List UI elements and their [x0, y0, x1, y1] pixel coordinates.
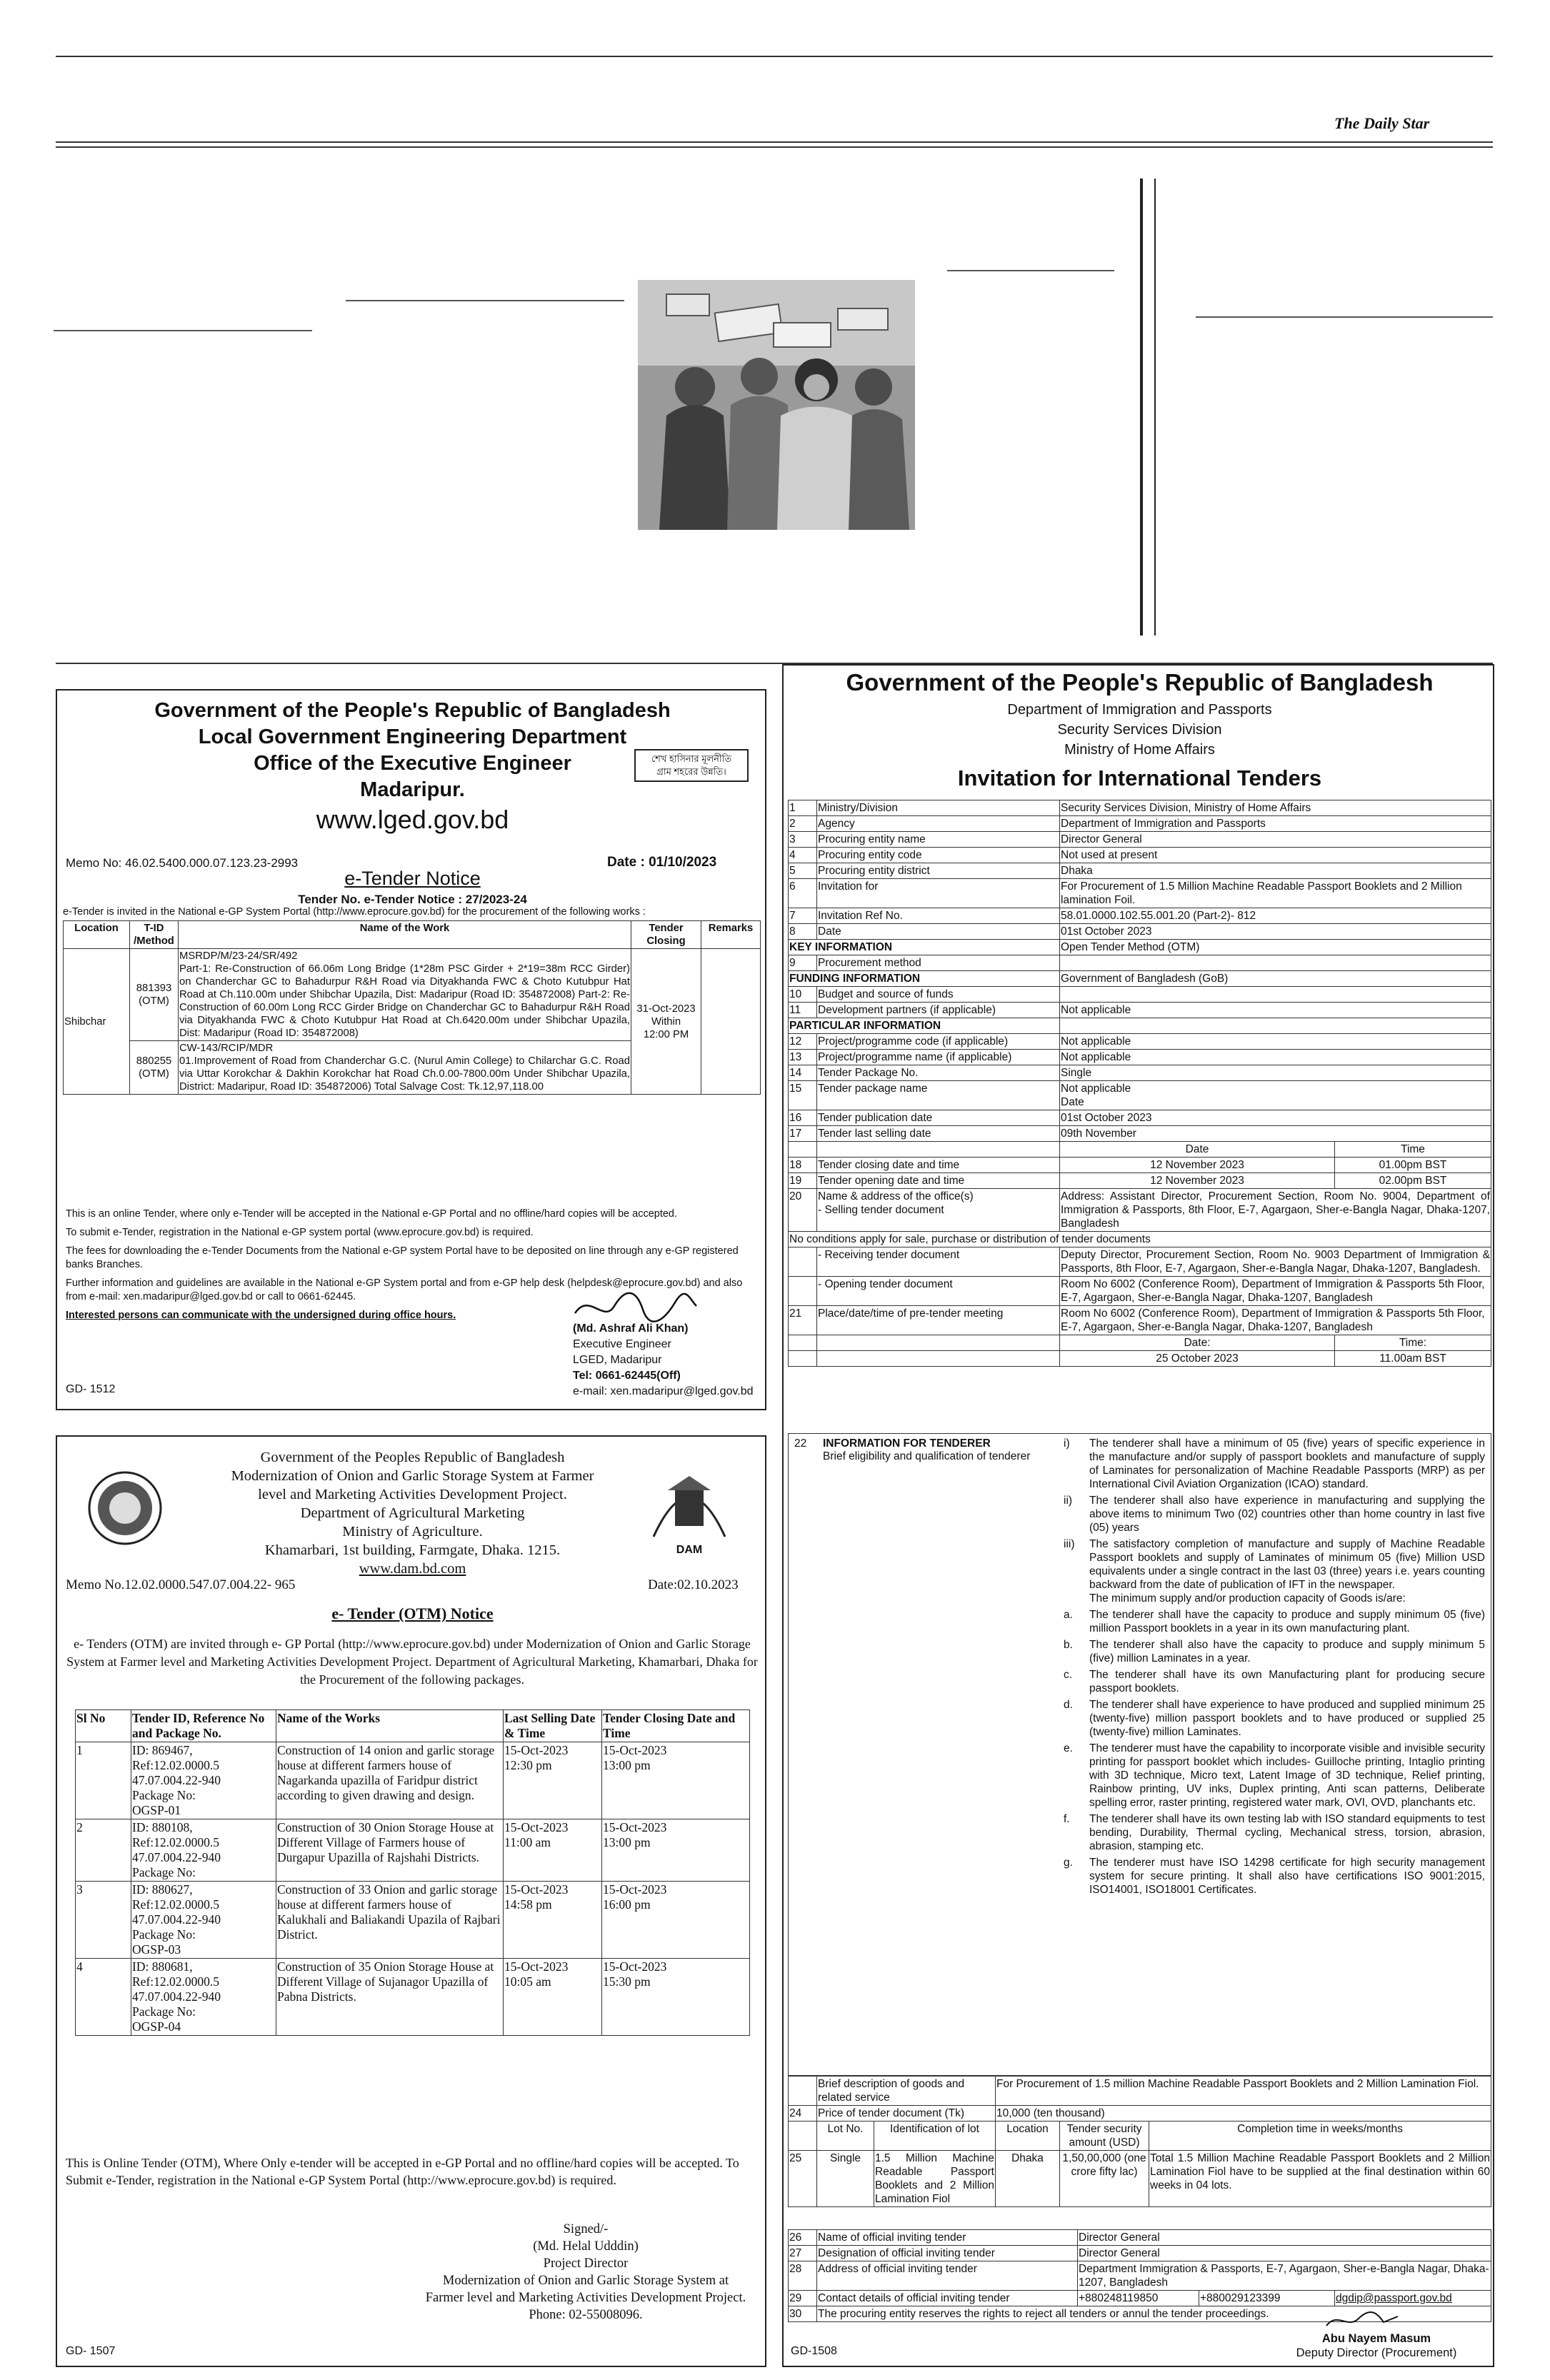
- table-header-row: Location T-ID /Method Name of the Work Tender Closing Remarks: [64, 921, 761, 949]
- table-row: 14 Tender Package No. Single: [789, 1065, 1491, 1081]
- dam-tender-ad: [56, 1435, 766, 2367]
- lged-notice-title: e-Tender Notice: [344, 868, 481, 889]
- table-row: 24 Price of tender document (Tk) 10,000 (ten thousand): [789, 2106, 1491, 2122]
- table-row: 26 Name of official inviting tender Director General: [789, 2230, 1491, 2246]
- table-row: 5 Procuring entity district Dhaka: [789, 863, 1491, 879]
- table-row: 3 ID: 880627, Ref:12.02.0000.5 47.07.004.22-940 Package No: OGSP-03 Construction of 33 Onion and garlic storage house at different farmers house of Kalukhali and Baliakandi Upazila of Rajbari District. 15-Oct-2023 14:58 pm 15-Oct-2023 16:00 pm: [76, 1882, 750, 1959]
- table-row: 30 The procuring entity reserves the rights to reject all tenders or annul the tender proceedings.: [789, 2306, 1491, 2322]
- lged-intro: e-Tender is invited in the National e-GP System Portal (http://www.eprocure.gov.bd) for the procurement of the following works :: [63, 906, 646, 918]
- table-row: 7 Invitation Ref No. 58.01.0000.102.55.001.20 (Part-2)- 812: [789, 908, 1491, 924]
- dip-title: Government of the People's Republic of Bangladesh: [846, 669, 1434, 696]
- lged-date: Date : 01/10/2023: [607, 855, 717, 870]
- article-rule: [54, 330, 312, 331]
- dam-signatory: Signed/- (Md. Helal Udddin) Project Director Modernization of Onion and Garlic Storage System at Farmer level and Marketing Activities Development Project. Phone: 02-55008096.: [425, 2222, 746, 2322]
- lged-signatory: (Md. Ashraf Ali Khan) Executive Engineer LGED, Madaripur Tel: 0661-62445(Off) e-mail: xen.madaripur@lged.gov.bd: [573, 1322, 754, 1397]
- dam-header: Government of the Peoples Republic of Bangladesh Modernization of Onion and Garlic Storage System at Farmer level and Marketing Activities Development Project. Department of Agricultural Marketing Ministry of Agriculture. Khamarbari, 1st building, Farmgate, Dhaka. 1215. www.dam.bd.com: [231, 1450, 594, 1577]
- table-row: 28 Address of official inviting tender Department Immigration & Passports, E-7, Agargaon, Sher-e-Bangla Nagar, Dhaka-1207, Bangladesh: [789, 2261, 1491, 2291]
- column-divider: [1140, 179, 1143, 636]
- dam-footer-note: This is Online Tender (OTM), Where Only e-tender will be accepted in e-GP Portal and no offline/hard copies will be accepted. To Submit e-Tender, registration in the National e-GP System Portal (http://www.eprocure.gov.bd) is required.: [66, 2156, 739, 2187]
- table-row: 21 Place/date/time of pre-tender meeting Room No 6002 (Conference Room), Department of Immigration & Passports 5th Floor, E-7, Agargaon, Sher-e-Bangla Nagar, Dhaka-1207, Bangladesh: [789, 1306, 1491, 1335]
- dam-logo-label: DAM: [676, 1544, 703, 1556]
- table-section-row: PARTICULAR INFORMATION: [789, 1018, 1491, 1034]
- dip-subheader: Department of Immigration and Passports Security Services Division Ministry of Home Affairs: [1007, 702, 1272, 758]
- table-row: 880255 (OTM) CW-143/RCIP/MDR 01.Improvement of Road from Chanderchar G.C. (Nurul Amin College) to Chilarchar G.C. Road via Uttar Korokchar & Dakhin Korokchar hat Road Ch.0.00-7800.00m Under Shibchar Upazila, District: Madaripur, Road ID: 354872006) Total Salvage Cost: Tk.12,97,118.00: [64, 1041, 761, 1095]
- lged-notes: This is an online Tender, where only e-Tender will be accepted in the National e-GP Portal and no offline/hard copies will be accepted. To submit e-Tender, registration in the National e-GP system portal (www.eprocure.gov.bd) is required. The fees for downloading the e-Tender Documents from the National e-GP system Portal have to be deposited on line through any e-GP registered banks Branches. Further information and guidelines are available in the National e-GP System portal and from e-GP help desk (helpdesk@eprocure.gov.bd) and also from e-mail: xen.madaripur@lged.gov.bd or call to 0661-62445. Interested persons can communicate with the undersigned during office hours.: [66, 1208, 743, 1321]
- column-divider: [1154, 179, 1156, 636]
- dam-intro: e- Tenders (OTM) are invited through e- GP Portal (http://www.eprocure.gov.bd) under Modernization of Onion and Garlic Storage System at Farmer level and Marketing Activities Development Project. Department of Agricultural Marketing, Khamarbari, Dhaka for the Procurement of the following packages.: [66, 1637, 758, 1687]
- table-row: 6 Invitation for For Procurement of 1.5 Million Machine Readable Passport Booklets and 2 Million lamination Foil.: [789, 879, 1491, 908]
- masthead-double-rule: [56, 141, 1493, 143]
- lged-motto-stamp: শেখ হাসিনার মূলনীতি গ্রাম শহরের উন্নতি।: [634, 749, 749, 782]
- table-row: 12 Project/programme code (if applicable) Not applicable: [789, 1034, 1491, 1050]
- table-row: 3 Procuring entity name Director General: [789, 832, 1491, 848]
- dam-memo: Memo No.12.02.0000.547.07.004.22- 965: [66, 1577, 296, 1592]
- top-rule: [56, 56, 1493, 57]
- signature: [1323, 2308, 1401, 2333]
- article-rule: [1196, 316, 1493, 318]
- dip-lot-table: [788, 2076, 1491, 2207]
- dip-tender-ad: [782, 664, 1494, 2367]
- table-section-row: FUNDING INFORMATION Government of Bangladesh (GoB): [789, 971, 1491, 987]
- table-row: Brief description of goods and related service For Procurement of 1.5 million Machine Readable Passport Booklets and 2 Million Lamination Fiol.: [789, 2077, 1491, 2106]
- table-section-row: KEY INFORMATION Open Tender Method (OTM): [789, 940, 1491, 955]
- table-row: Date: Time:: [789, 1335, 1491, 1351]
- masthead-logo: The Daily Star: [1334, 114, 1430, 132]
- lged-website[interactable]: www.lged.gov.bd: [316, 805, 509, 834]
- table-row: 9 Procurement method: [789, 955, 1491, 971]
- table-row: - Receiving tender document Deputy Director, Procurement Section, Room No. 9003 Department of Immigration & Passports, 8th Floor, E-7, Agargaon, Sher-e-Bangla Nagar, Dhaka-1207, Bangladesh.: [789, 1247, 1491, 1277]
- table-row: 19 Tender opening date and time 12 November 2023 02.00pm BST: [789, 1173, 1491, 1189]
- table-row: 17 Tender last selling date 09th November: [789, 1126, 1491, 1142]
- table-row: 25 Single 1.5 Million Machine Readable Passport Booklets and 2 Million Lamination Fiol Dhaka 1,50,00,000 (one crore fifty lac) Total 1.5 Million Machine Readable Passport Booklets and 2 Million Lamination Fiol have to be supplied at the final destination within 60 weeks in 04 lots.: [789, 2151, 1491, 2207]
- dip-eligibility-block: 22 INFORMATION FOR TENDERER Brief eligibility and qualification of tenderer i) The tenderer shall have a minimum of 05 (five) years of specific experience in the manufacture and/or supply of passport booklets and manufacture of supply of Laminates for personalization of Machine Readable Passports (MRP) as per International Civil Aviation Organization (ICAO) standard. ii) The tenderer shall also have experience in manufacturing and supplying the above items to minimum Two (02) countries other than home country in last five (05) years iii) The satisfactory completion of manufacture and supply of Machine Readable Passport booklets and supply of Laminates of minimum 05 (five) Million USD equivalents under a single contract in the last 03 (three) years i.e. years counting backward from the date of publication of IFT in the newspaper. The minimum supply and/or production capacity of Goods is/are: a. The tenderer shall have the capacity to produce and supply minimum 05 (five) million Passport booklets in a year in its own manufacturing plant. b. The tenderer shall also have the capacity to produce and supply minimum 5 (five) million Laminates in a year. c. The tenderer shall have its own Manufacturing plant for producing secure passport booklets. d. The tenderer shall have experience to have produced and supplied minimum 25 (twenty-five) million passport booklets and to have produced or supplied 25 (twenty-five) million Laminates. e. The tenderer must have the capability to incorporate visible and invisible security printing for passport booklet which includes- Guilloche printing, Intaglio printing with 3D technique, Micro text, Latent Image of 3D technique, Relief printing, Rainbow printing, UV inks, Duplex printing, Anti scan patterns, Deliberate spelling error, raster printing, registered water mark, OVI, OVD, planchants etc. f. The tenderer shall have its own testing lab with ISO standard equipments to test bending, Durability, Thermal cycling, Mechanical stress, torsion, abrasion, abrasion, stamping etc. g. The tenderer must have ISO 14298 certificate for high security management system for secure printing. It shall also have certifications ISO 9001:2015, ISO14001, ISO18001 Certificates.: [788, 1433, 1491, 2076]
- news-photo: [638, 280, 915, 530]
- lged-title: Government of the People's Republic of Bangladesh Local Government Engineering Department Office of the Executive Engineer Madaripur.: [154, 699, 671, 801]
- table-row: 2 ID: 880108, Ref:12.02.0000.5 47.07.004.22-940 Package No: Construction of 30 Onion Storage House at Different Village of Farmers house of Durgapur Upazilla of Rajshahi Districts. 15-Oct-2023 11:00 am 15-Oct-2023 13:00 pm: [76, 1819, 750, 1882]
- table-row: 4 Procuring entity code Not used at present: [789, 848, 1491, 863]
- table-row: 27 Designation of official inviting tender Director General: [789, 2246, 1491, 2261]
- table-row: 1 ID: 869467, Ref:12.02.0000.5 47.07.004.22-940 Package No: OGSP-01 Construction of 14 onion and garlic storage house at different farmers house of Nagarkanda upazilla of Faridpur district according to given drawing and design. 15-Oct-2023 12:30 pm 15-Oct-2023 13:00 pm: [76, 1742, 750, 1819]
- table-row: 16 Tender publication date 01st October 2023: [789, 1110, 1491, 1126]
- article-rule: [346, 300, 624, 301]
- lged-tender-ad: [56, 689, 766, 1410]
- protest-photo-illustration: [638, 280, 915, 530]
- table-row: 15 Tender package name Not applicable Date: [789, 1081, 1491, 1110]
- table-row: Date Time: [789, 1142, 1491, 1158]
- table-header-row: Sl No Tender ID, Reference No and Package No. Name of the Works Last Selling Date & Time Tender Closing Date and Time: [76, 1710, 750, 1742]
- table-row: 4 ID: 880681, Ref:12.02.0000.5 47.07.004.22-940 Package No: OGSP-04 Construction of 35 Onion Storage House at Different Village of Sujanagor Upazilla of Pabna Districts. 15-Oct-2023 10:05 am 15-Oct-2023 15:30 pm: [76, 1959, 750, 2036]
- lged-memo: Memo No: 46.02.5400.000.07.123.23-2993: [66, 856, 299, 870]
- table-row: 2 Agency Department of Immigration and Passports: [789, 816, 1491, 832]
- table-row: Shibchar 881393 (OTM) MSRDP/M/23-24/SR/492 Part-1: Re-Construction of 66.06m Long Bridge (1*28m PSC Girder + 2*19=38m RCC Girder) on Chanderchar GC to Bahadurpur R&H Road via Dityakhanda FWC & Choto Kutubpur Hat Road at Ch.110.00m under Shibchar Upazila, Dist: Madaripur (Road ID: 354872008) Part-2: Re-Construction of 60.00m Long RCC Girder Bridge on Chanderchar GC to Bahadurpur R&H Road via Dityakhanda FWC & Choto Kutubpur Hat Road at Ch.6420.00m under Shibchar Upazila, Dist: Madaripur (Road ID: 354872008) 31-Oct-2023 Within 12:00 PM: [64, 949, 761, 1041]
- dip-info-table: [788, 800, 1491, 1367]
- table-row: No conditions apply for sale, purchase or distribution of tender documents: [789, 1232, 1491, 1247]
- dip-signatory: Abu Nayem Masum Deputy Director (Procurement): [1296, 2332, 1457, 2359]
- eligibility-list: i) The tenderer shall have a minimum of 05 (five) years of specific experience in the manufacture and/or supply of passport booklets and manufacture of supply of Laminates for personalization of Machine Readable Passports (MRP) as per International Civil Aviation Organization (ICAO) standard. ii) The tenderer shall also have experience in manufacturing and supplying the above items to minimum Two (02) countries other than home country in last five (05) years iii) The satisfactory completion of manufacture and supply of Machine Readable Passport booklets and supply of Laminates of minimum 05 (five) Million USD equivalents under a single contract in the last 03 (three) years i.e. years counting backward from the date of publication of IFT in the newspaper. The minimum supply and/or production capacity of Goods is/are: a. The tenderer shall have the capacity to produce and supply minimum 05 (five) million Passport booklets in a year in its own manufacturing plant. b. The tenderer shall also have the capacity to produce and supply minimum 5 (five) million Laminates in a year. c. The tenderer shall have its own Manufacturing plant for producing secure passport booklets. d. The tenderer shall have experience to have produced and supplied minimum 25 (twenty-five) million passport booklets and to have produced or supplied 25 (twenty-five) million Laminates. e. The tenderer must have the capability to incorporate visible and invisible security printing for passport booklet which includes- Guilloche printing, Intaglio printing with 3D technique, Micro text, Latent Image of 3D technique, Relief printing, Rainbow printing, UV inks, Duplex printing, Anti scan patterns, Deliberate spelling error, raster printing, registered water mark, OVI, OVD, planchants etc. f. The tenderer shall have its own testing lab with ISO standard equipments to test bending, Durability, Thermal cycling, Mechanical stress, torsion, abrasion, abrasion, stamping etc. g. The tenderer must have ISO 14298 certificate for high security management system for secure printing. It shall also have certifications ISO 9001:2015, ISO14001, ISO18001 Certificates.: [1064, 1437, 1486, 1896]
- dip-heading: Invitation for International Tenders: [957, 765, 1322, 790]
- table-row: 18 Tender closing date and time 12 November 2023 01.00pm BST: [789, 1158, 1491, 1173]
- lged-tender-no: Tender No. e-Tender Notice : 27/2023-24: [298, 893, 527, 906]
- table-row: 13 Project/programme name (if applicable) Not applicable: [789, 1050, 1491, 1065]
- table-row: 1 Ministry/Division Security Services Division, Ministry of Home Affairs: [789, 800, 1491, 816]
- table-row: 20 Name & address of the office(s) - Selling tender document Address: Assistant Director, Procurement Section, Room No. 9004, Department of Immigration & Passports, 8th Floor, E-7, Agargaon, Sher-e-Bangla Nagar, Dhaka-1207, Bangladesh: [789, 1189, 1491, 1232]
- table-row: 11 Development partners (if applicable) Not applicable: [789, 1003, 1491, 1018]
- gd-code: GD- 1512: [66, 1383, 116, 1395]
- table-header-row: Lot No. Identification of lot Location Tender security amount (USD) Completion time in weeks/months: [789, 2122, 1491, 2151]
- gd-code: GD-1508: [791, 2345, 837, 2357]
- table-row: 8 Date 01st October 2023: [789, 924, 1491, 940]
- article-rule: [947, 270, 1114, 271]
- dam-notice-title: e- Tender (OTM) Notice: [331, 1605, 494, 1622]
- gd-code: GD- 1507: [66, 2345, 116, 2357]
- lged-tender-table: [63, 920, 761, 1095]
- table-row: 29 Contact details of official inviting tender +880248119850 +880029123399 dgdip@passport.gov.bd: [789, 2291, 1491, 2306]
- table-row: 10 Budget and source of funds: [789, 987, 1491, 1003]
- table-row: - Opening tender document Room No 6002 (Conference Room), Department of Immigration & Passports 5th Floor, E-7, Agargaon, Sher-e-Bangla Nagar, Dhaka-1207, Bangladesh: [789, 1277, 1491, 1306]
- dam-date: Date:02.10.2023: [648, 1577, 739, 1592]
- dam-tender-table: [75, 1709, 750, 2036]
- table-row: 25 October 2023 11.00am BST: [789, 1351, 1491, 1367]
